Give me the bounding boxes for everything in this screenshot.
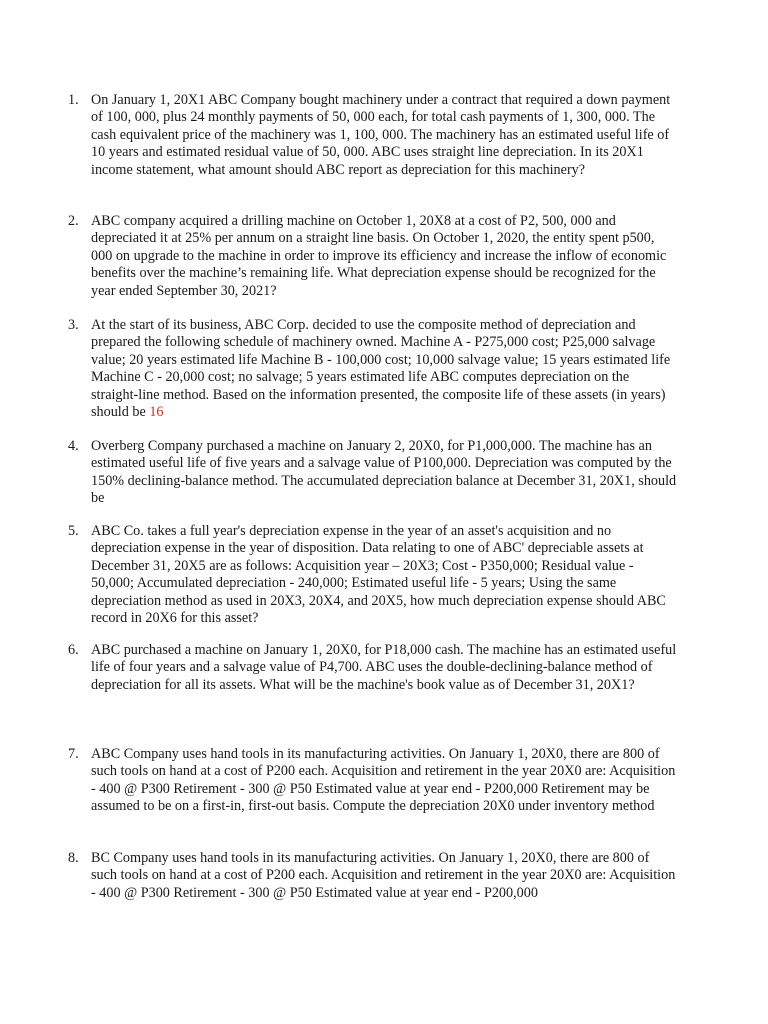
question-4 <box>68 438 678 508</box>
question-text: BC Company uses hand tools in its manufacturing activities. On January 1, 20X0, there are 800 of such tools on hand at a cost of P200 each. Acquisition and retirement in the year 20X0 are: Acquisition - 400 @ P300 Retirement - 300 @ P50 Estimated value at year end - P200,000 <box>91 850 676 901</box>
question-text: Overberg Company purchased a machine on January 2, 20X0, for P1,000,000. The machine has an estimated useful life of five years and a salvage value of P100,000. Depreciation was computed by the 150% declining-balance method. The accumulated depreciation balance at December 31, 20X1, should be <box>91 438 677 507</box>
question-number: 1. <box>68 92 79 108</box>
question-5 <box>68 523 678 627</box>
question-7 <box>68 746 678 816</box>
answer-value: 16 <box>149 404 164 421</box>
question-number: 5. <box>68 523 79 539</box>
question-number: 8. <box>68 850 79 866</box>
question-text: ABC company acquired a drilling machine on October 1, 20X8 at a cost of P2, 500, 000 and depreciated it at 25% per annum on a straight line basis. On October 1, 2020, the entity spent p500, 000 on upgrade to the machine in order to improve its efficiency and increase the inflow of economic benefits over the machine’s remaining life. What depreciation expense should be recognized for the year ended September 30, 2021? <box>91 213 667 299</box>
question-text: On January 1, 20X1 ABC Company bought machinery under a contract that required a down payment of 100, 000, plus 24 monthly payments of 50, 000 each, for total cash payments of 1, 300, 000. The cash equivalent price of the machinery was 1, 100, 000. The machinery has an estimated useful life of 10 years and estimated residual value of 50, 000. ABC uses straight line depreciation. In its 20X1 income statement, what amount should ABC report as depreciation for this machinery? <box>91 92 671 178</box>
question-1 <box>68 92 678 179</box>
question-number: 3. <box>68 317 79 333</box>
question-text: ABC Co. takes a full year's depreciation expense in the year of an asset's acquisition and no depreciation expense in the year of disposition. Data relating to one of ABC' depreciable assets at December 31, 20X5 are as follows: Acquisition year – 20X3; Cost - P350,000; Residual value - 50,000; Accumulated depreciation - 240,000; Estimated useful life - 5 years; Using the same depreciation method as used in 20X3, 20X4, and 20X5, how much depreciation expense should ABC record in 20X6 for this asset? <box>91 523 666 627</box>
question-number: 6. <box>68 642 79 658</box>
question-3 <box>68 317 678 421</box>
question-6 <box>68 642 678 694</box>
question-text: ABC Company uses hand tools in its manufacturing activities. On January 1, 20X0, there are 800 of such tools on hand at a cost of P200 each. Acquisition and retirement in the year 20X0 are: Acquisition - 400 @ P300 Retirement - 300 @ P50 Estimated value at year end - P200,000 Retirement may be assumed to be on a first-in, first-out basis. Compute the depreciation 20X0 under inventory method <box>91 746 676 815</box>
question-text: ABC purchased a machine on January 1, 20X0, for P18,000 cash. The machine has an estimated useful life of four years and a salvage value of P4,700. ABC uses the double-declining-balance method of depreciation for all its assets. What will be the machine's book value as of December 31, 20X1? <box>91 642 677 693</box>
question-8 <box>68 850 678 902</box>
question-2 <box>68 213 678 300</box>
question-text: At the start of its business, ABC Corp. decided to use the composite method of depreciation and prepared the following schedule of machinery owned. Machine A - P275,000 cost; P25,000 salvage value; 20 years estimated life Machine B - 100,000 cost; 10,000 salvage value; 15 years estimated life Machine C - 20,000 cost; no salvage; 5 years estimated life ABC computes depreciation on the straight-line method. Based on the information presented, the composite life of these assets (in years) should be <box>91 317 671 421</box>
question-number: 4. <box>68 438 79 454</box>
question-number: 2. <box>68 213 79 229</box>
question-number: 7. <box>68 746 79 762</box>
